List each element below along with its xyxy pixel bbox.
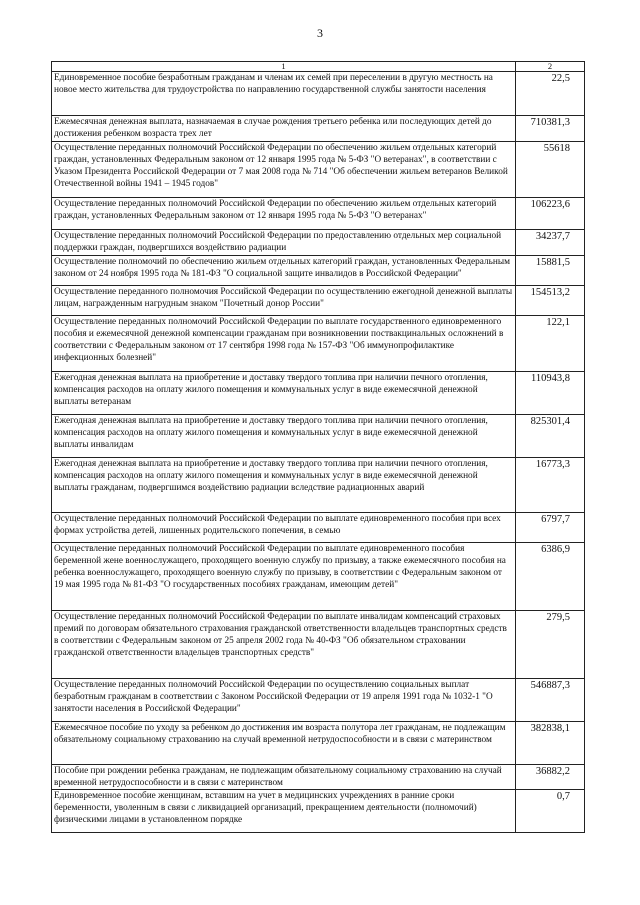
row-value: 382838,1 (516, 722, 585, 765)
row-description: Ежемесячная денежная выплата, назначаемая в случае рождения третьего ребенка или последующих детей до достижения ребенком возраста трех лет (52, 116, 516, 142)
row-value: 546887,3 (516, 679, 585, 722)
row-value: 22,5 (516, 72, 585, 116)
row-description: Осуществление переданного полномочия Российской Федерации по осуществлению ежегодной денежной выплаты лицам, награжденным нагрудным знаком "Почетный донор России" (52, 286, 516, 316)
table-row (52, 513, 585, 543)
row-value: 15881,5 (516, 256, 585, 286)
row-value: 825301,4 (516, 415, 585, 458)
table-row (52, 765, 585, 790)
table-row (52, 415, 585, 458)
row-value: 55618 (516, 142, 585, 198)
row-value: 279,5 (516, 611, 585, 679)
table-row (52, 316, 585, 372)
row-description: Пособие при рождении ребенка гражданам, не подлежащим обязательному социальному страхованию на случай временной нетрудоспособности и в связи с материнством (52, 765, 516, 790)
row-value: 154513,2 (516, 286, 585, 316)
row-description: Осуществление переданных полномочий Российской Федерации по выплате единовременного пособия при всех формах устройства детей, лишенных родительского попечения, в семью (52, 513, 516, 543)
table-header-row (52, 62, 585, 72)
row-value: 36882,2 (516, 765, 585, 790)
row-value: 34237,7 (516, 230, 585, 256)
table-row (52, 611, 585, 679)
table-row (52, 543, 585, 611)
row-description: Единовременное пособие женщинам, вставшим на учет в медицинских учреждениях в ранние сроки беременности, уволенным в связи с ликвидацией организаций, прекращением деятельности (полномочий) физическими лицами в установленном порядке (52, 790, 516, 833)
row-description: Осуществление переданных полномочий Российской Федерации по выплате государственного единовременного пособия и ежемесячной денежной компенсации гражданам при возникновении поствакцинальных осложнений в соответствии с Федеральным законом от 17 сентября 1998 года № 157-ФЗ "Об иммунопрофилактике инфекционных болезней" (52, 316, 516, 372)
row-value: 6797,7 (516, 513, 585, 543)
row-value: 16773,3 (516, 458, 585, 513)
budget-table (51, 61, 585, 833)
row-description: Осуществление переданных полномочий Российской Федерации по выплате инвалидам компенсаций страховых премий по договорам обязательного страхования гражданской ответственности владельцев транспортных средств в соответствии с Федеральным законом от 25 апреля 2002 года № 40-ФЗ "Об обязательном страховании гражданской ответственности владельцев транспортных средств" (52, 611, 516, 679)
row-value: 110943,8 (516, 372, 585, 415)
row-description: Ежегодная денежная выплата на приобретение и доставку твердого топлива при наличии печного отопления, компенсация расходов на оплату жилого помещения и коммунальных услуг в виде ежемесячной денежной выплаты гражданам, подвергшимся воздействию радиации вследствие радиационных аварий (52, 458, 516, 513)
row-description: Осуществление переданных полномочий Российской Федерации по обеспечению жильем отдельных категорий граждан, установленных Федеральным законом от 12 января 1995 года № 5-ФЗ "О ветеранах" (52, 198, 516, 230)
row-description: Осуществление полномочий по обеспечению жильем отдельных категорий граждан, установленных Федеральным законом от 24 ноября 1995 года № 181-ФЗ "О социальной защите инвалидов в Российской Федерации" (52, 256, 516, 286)
table-row (52, 286, 585, 316)
table-row (52, 790, 585, 833)
table-row (52, 230, 585, 256)
row-value: 122,1 (516, 316, 585, 372)
table-row (52, 372, 585, 415)
row-value: 710381,3 (516, 116, 585, 142)
row-value: 106223,6 (516, 198, 585, 230)
table-row (52, 198, 585, 230)
table-row (52, 116, 585, 142)
table-body (52, 72, 585, 833)
row-description: Осуществление переданных полномочий Российской Федерации по выплате единовременного пособия беременной жене военнослужащего, проходящего военную службу по призыву, а также ежемесячного пособия на ребенка военнослужащего, проходящего военную службу по призыву, в соответствии с Федеральным законом от 19 мая 1995 года № 81-ФЗ "О государственных пособиях гражданам, имеющим детей" (52, 543, 516, 611)
column-header-1: 1 (52, 62, 516, 72)
table-row (52, 256, 585, 286)
row-description: Ежегодная денежная выплата на приобретение и доставку твердого топлива при наличии печного отопления, компенсация расходов на оплату жилого помещения и коммунальных услуг в виде ежемесячной денежной выплаты инвалидам (52, 415, 516, 458)
row-value: 6386,9 (516, 543, 585, 611)
table-row (52, 722, 585, 765)
row-description: Осуществление переданных полномочий Российской Федерации по предоставлению отдельных мер социальной поддержки граждан, подвергшихся воздействию радиации (52, 230, 516, 256)
row-description: Осуществление переданных полномочий Российской Федерации по обеспечению жильем отдельных категорий граждан, установленных Федеральным законом от 12 января 1995 года № 5-ФЗ "О ветеранах", в соответствии с Указом Президента Российской Федерации от 7 мая 2008 года № 714 "Об обеспечении жильем ветеранов Великой Отечественной войны 1941 – 1945 годов" (52, 142, 516, 198)
table-row (52, 72, 585, 116)
page-number: 3 (317, 26, 323, 40)
row-value: 0,7 (516, 790, 585, 833)
column-header-2: 2 (516, 62, 585, 72)
row-description: Единовременное пособие безработным гражданам и членам их семей при переселении в другую местность на новое место жительства для трудоустройства по направлению государственной службы занятости населения (52, 72, 516, 116)
row-description: Осуществление переданных полномочий Российской Федерации по осуществлению социальных выплат безработным гражданам в соответствии с Законом Российской Федерации от 19 апреля 1991 года № 1032-1 "О занятости населения в Российской Федерации" (52, 679, 516, 722)
table-row (52, 142, 585, 198)
table-row (52, 458, 585, 513)
table-row (52, 679, 585, 722)
row-description: Ежемесячное пособие по уходу за ребенком до достижения им возраста полутора лет гражданам, не подлежащим обязательному социальному страхованию на случай временной нетрудоспособности и в связи с материнством (52, 722, 516, 765)
row-description: Ежегодная денежная выплата на приобретение и доставку твердого топлива при наличии печного отопления, компенсация расходов на оплату жилого помещения и коммунальных услуг в виде ежемесячной денежной выплаты ветеранам (52, 372, 516, 415)
